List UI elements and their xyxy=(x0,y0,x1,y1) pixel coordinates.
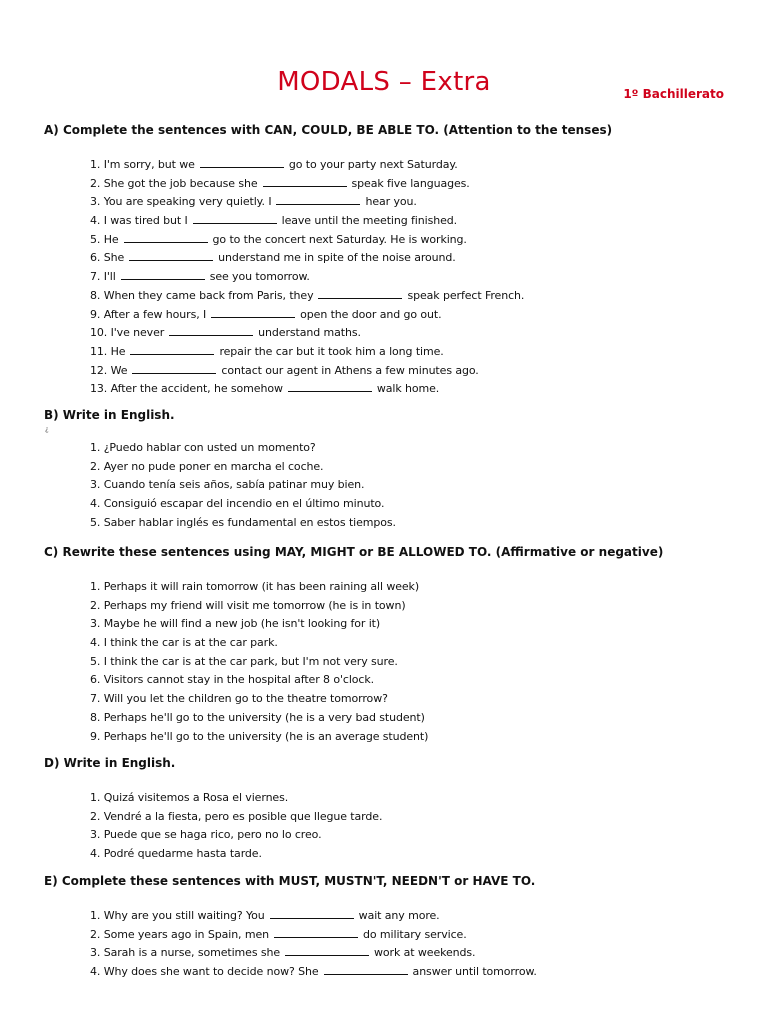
exercise-item: 2. Ayer no pude poner en marcha el coche. xyxy=(90,459,324,473)
answer-blank[interactable] xyxy=(200,158,284,168)
exercise-item: 4. Consiguió escapar del incendio en el último minuto. xyxy=(90,497,385,511)
answer-blank[interactable] xyxy=(285,946,369,956)
section-e-list xyxy=(44,907,734,982)
exercise-item: 7. Will you let the children go to the theatre tomorrow? xyxy=(90,692,388,706)
exercise-item: 2. Perhaps my friend will visit me tomorrow (he is in town) xyxy=(90,598,406,612)
section-b-list xyxy=(44,439,734,532)
section-d-heading: D) Write in English. xyxy=(44,756,176,770)
answer-blank[interactable] xyxy=(270,909,354,919)
exercise-item: 3. You are speaking very quietly. I hear you. xyxy=(90,195,417,209)
exercise-item: 4. I was tired but I leave until the meeting finished. xyxy=(90,214,458,228)
exercise-item: 13. After the accident, he somehow walk home. xyxy=(90,382,440,396)
answer-blank[interactable] xyxy=(288,382,372,392)
exercise-item: 6. Visitors cannot stay in the hospital after 8 o'clock. xyxy=(90,673,375,687)
exercise-item: 2. She got the job because she speak five languages. xyxy=(90,176,470,190)
answer-blank[interactable] xyxy=(129,251,213,261)
exercise-item: 8. Perhaps he'll go to the university (he is a very bad student) xyxy=(90,710,425,724)
exercise-item: 4. Podré quedarme hasta tarde. xyxy=(90,847,262,861)
section-a xyxy=(44,121,734,399)
section-d-list xyxy=(44,789,734,864)
exercise-item: 9. Perhaps he'll go to the university (he is an average student) xyxy=(90,729,429,743)
section-c xyxy=(44,543,734,746)
stray-mark: ¿ xyxy=(45,425,49,433)
answer-blank[interactable] xyxy=(211,308,295,318)
exercise-item: 1. Perhaps it will rain tomorrow (it has been raining all week) xyxy=(90,580,420,593)
exercise-item: 7. I'll see you tomorrow. xyxy=(90,270,310,284)
exercise-item: 4. I think the car is at the car park. xyxy=(90,636,278,650)
exercise-item: 2. Vendré a la fiesta, pero es posible que llegue tarde. xyxy=(90,809,383,823)
answer-blank[interactable] xyxy=(318,289,402,299)
section-b-heading: B) Write in English. xyxy=(44,408,175,422)
exercise-item: 4. Why does she want to decide now? She answer until tomorrow. xyxy=(90,965,537,979)
section-e xyxy=(44,872,734,982)
answer-blank[interactable] xyxy=(193,214,277,224)
exercise-item: 3. Sarah is a nurse, sometimes she work at weekends. xyxy=(90,946,476,960)
exercise-item: 6. She understand me in spite of the noise around. xyxy=(90,251,456,265)
exercise-item: 3. Cuando tenía seis años, sabía patinar muy bien. xyxy=(90,478,365,492)
answer-blank[interactable] xyxy=(124,233,208,243)
exercise-item: 10. I've never understand maths. xyxy=(90,326,361,340)
exercise-item: 8. When they came back from Paris, they speak perfect French. xyxy=(90,288,525,302)
answer-blank[interactable] xyxy=(130,345,214,355)
exercise-item: 11. He repair the car but it took him a long time. xyxy=(90,344,444,358)
exercise-item: 3. Maybe he will find a new job (he isn't looking for it) xyxy=(90,617,381,631)
section-a-list xyxy=(44,156,734,399)
answer-blank[interactable] xyxy=(274,928,358,938)
exercise-item: 1. Quizá visitemos a Rosa el viernes. xyxy=(90,791,289,804)
exercise-item: 12. We contact our agent in Athens a few minutes ago. xyxy=(90,363,479,377)
exercise-item: 5. I think the car is at the car park, but I'm not very sure. xyxy=(90,654,398,668)
exercise-item: 5. Saber hablar inglés es fundamental en estos tiempos. xyxy=(90,515,396,529)
exercise-item: 1. Why are you still waiting? You wait any more. xyxy=(90,909,440,922)
exercise-item: 5. He go to the concert next Saturday. He is working. xyxy=(90,232,467,246)
exercise-item: 2. Some years ago in Spain, men do military service. xyxy=(90,927,467,941)
section-e-heading: E) Complete these sentences with MUST, MUSTN'T, NEEDN'T or HAVE TO. xyxy=(44,874,536,888)
section-c-list xyxy=(44,578,734,746)
answer-blank[interactable] xyxy=(121,270,205,280)
section-b xyxy=(44,406,734,532)
answer-blank[interactable] xyxy=(132,364,216,374)
section-c-heading: C) Rewrite these sentences using MAY, MIGHT or BE ALLOWED TO. (Affirmative or negative) xyxy=(44,545,664,559)
section-a-heading: A) Complete the sentences with CAN, COULD, BE ABLE TO. (Attention to the tenses) xyxy=(44,123,613,137)
answer-blank[interactable] xyxy=(169,326,253,336)
exercise-item: 9. After a few hours, I open the door and go out. xyxy=(90,307,442,321)
answer-blank[interactable] xyxy=(263,177,347,187)
exercise-item: 1. I'm sorry, but we go to your party next Saturday. xyxy=(90,158,458,171)
answer-blank[interactable] xyxy=(324,965,408,975)
exercise-item: 1. ¿Puedo hablar con usted un momento? xyxy=(90,441,316,454)
grade-label: 1º Bachillerato xyxy=(623,87,724,101)
exercise-item: 3. Puede que se haga rico, pero no lo creo. xyxy=(90,828,322,842)
answer-blank[interactable] xyxy=(276,195,360,205)
section-d xyxy=(44,754,734,864)
page-title: MODALS – Extra xyxy=(277,67,491,98)
